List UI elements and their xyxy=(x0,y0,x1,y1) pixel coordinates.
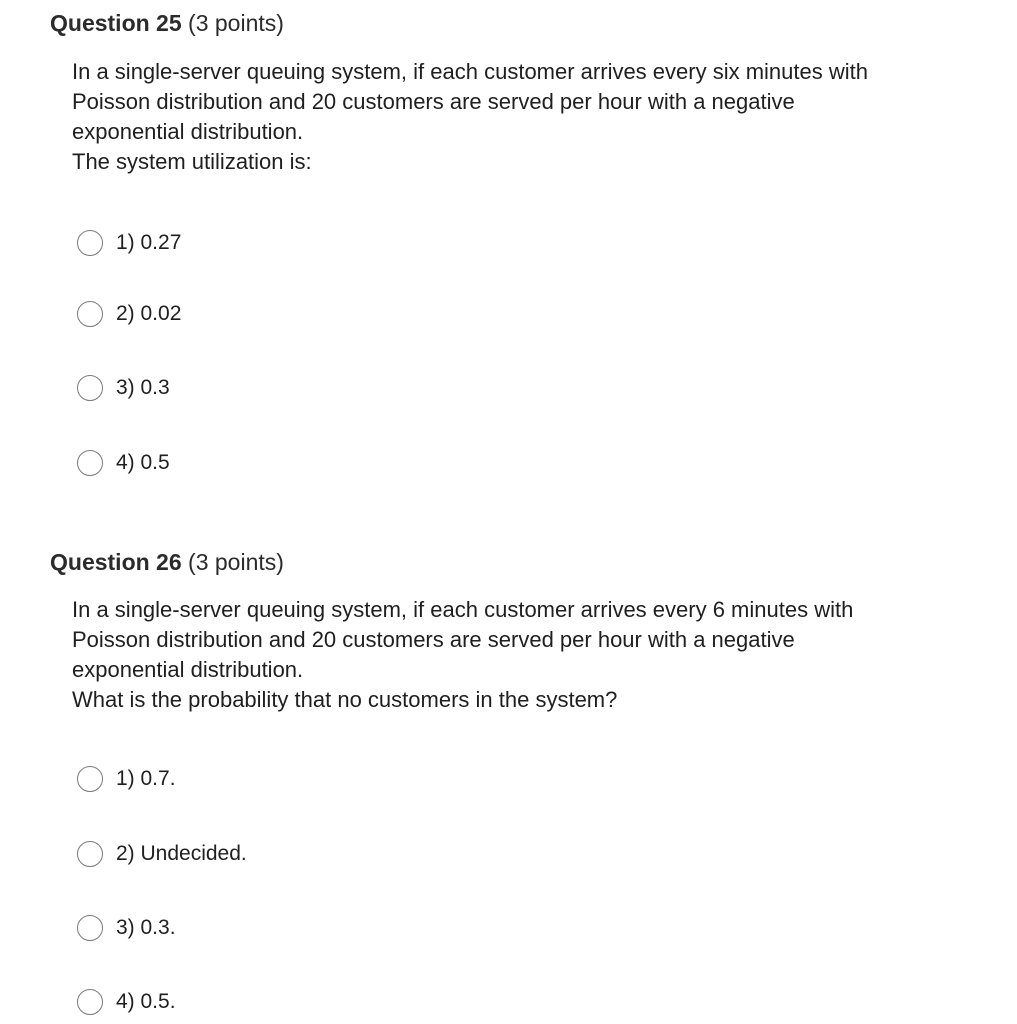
answer-option-4[interactable] xyxy=(77,448,170,478)
question-points: (3 points) xyxy=(188,10,284,36)
question-header xyxy=(50,547,284,577)
radio-button[interactable] xyxy=(77,301,103,327)
answer-option-4[interactable] xyxy=(77,987,176,1017)
question-header xyxy=(50,8,284,38)
answer-option-3[interactable] xyxy=(77,913,176,943)
radio-button[interactable] xyxy=(77,841,103,867)
question-text-line: In a single-server queuing system, if each customer arrives every six minutes with xyxy=(72,59,868,84)
answer-option-2[interactable] xyxy=(77,839,247,869)
answer-option-label: 4) 0.5 xyxy=(116,451,170,474)
question-text-line: The system utilization is: xyxy=(72,149,312,174)
answer-option-label: 4) 0.5. xyxy=(116,990,176,1013)
radio-button[interactable] xyxy=(77,989,103,1015)
question-text-line: What is the probability that no customers in the system? xyxy=(72,687,618,712)
question-text xyxy=(72,57,1002,177)
answer-option-1[interactable] xyxy=(77,228,181,258)
question-points: (3 points) xyxy=(188,549,284,575)
question-title: Question 26 xyxy=(50,549,182,575)
radio-button[interactable] xyxy=(77,230,103,256)
answer-option-1[interactable] xyxy=(77,764,176,794)
answer-option-3[interactable] xyxy=(77,373,170,403)
radio-button[interactable] xyxy=(77,766,103,792)
answer-option-label: 1) 0.27 xyxy=(116,231,182,254)
radio-button[interactable] xyxy=(77,915,103,941)
answer-option-label: 3) 0.3 xyxy=(116,376,170,399)
question-text-line: In a single-server queuing system, if each customer arrives every 6 minutes with xyxy=(72,597,854,622)
question-text-line: Poisson distribution and 20 customers are served per hour with a negative xyxy=(72,89,795,114)
radio-button[interactable] xyxy=(77,450,103,476)
answer-option-2[interactable] xyxy=(77,299,181,329)
question-text xyxy=(72,595,1002,715)
question-text-line: exponential distribution. xyxy=(72,119,304,144)
answer-option-label: 2) Undecided. xyxy=(116,842,247,865)
answer-option-label: 2) 0.02 xyxy=(116,302,182,325)
answer-option-label: 1) 0.7. xyxy=(116,767,176,790)
question-text-line: exponential distribution. xyxy=(72,657,304,682)
question-title: Question 25 xyxy=(50,10,182,36)
radio-button[interactable] xyxy=(77,375,103,401)
answer-option-label: 3) 0.3. xyxy=(116,916,176,939)
question-text-line: Poisson distribution and 20 customers are served per hour with a negative xyxy=(72,627,795,652)
